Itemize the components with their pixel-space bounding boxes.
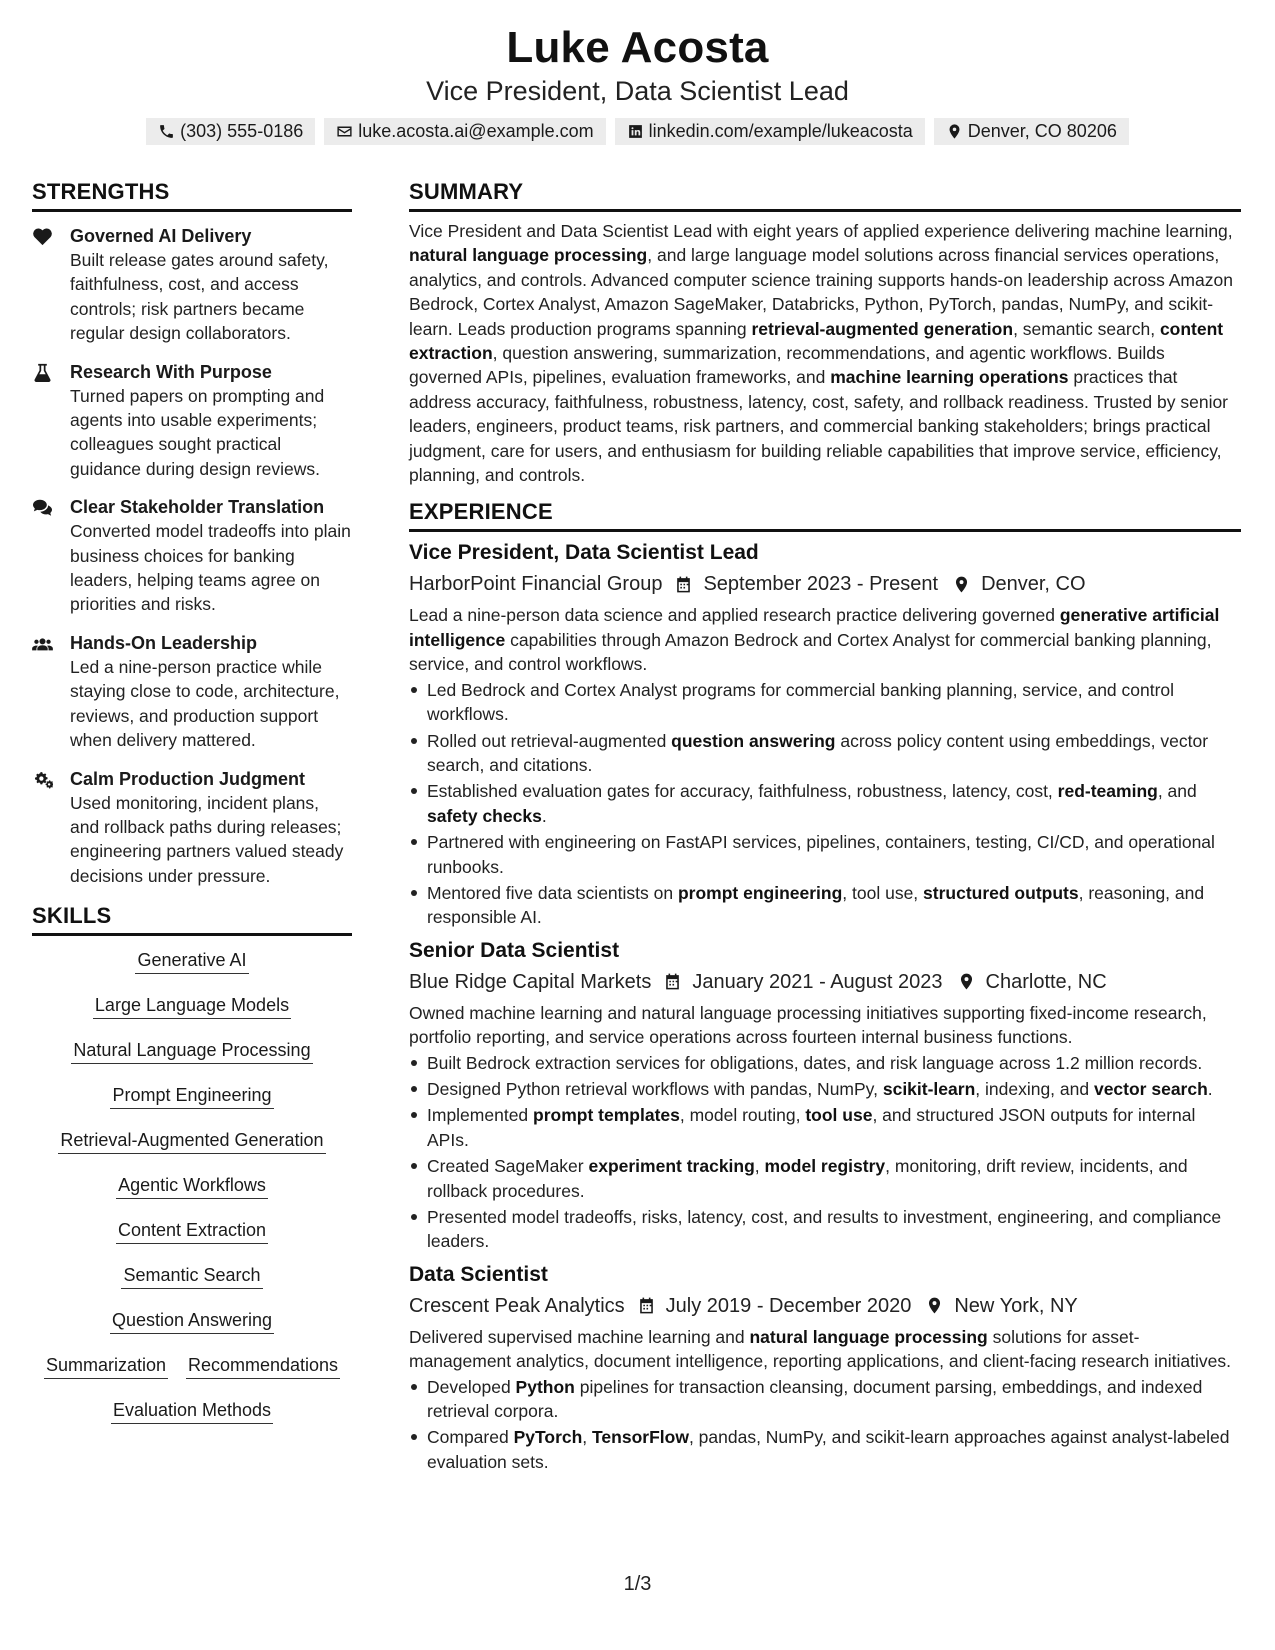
skills-list	[32, 948, 352, 1424]
job-description: Lead a nine-person data science and applied research practice delivering governed generative artificial intelligence capabilities through Amazon Bedrock and Cortex Analyst for commercial banking planning, service, and control workflows.	[409, 605, 1220, 675]
strengths-heading: STRENGTHS	[32, 178, 352, 212]
contact-email[interactable]	[324, 118, 605, 145]
map-pin-icon	[957, 972, 976, 991]
strength-desc: Led a nine-person practice while staying close to code, architecture, reviews, and production support when delivery mattered.	[70, 656, 340, 751]
left-column	[32, 178, 352, 1424]
skill-tag: Agentic Workflows	[116, 1173, 268, 1199]
bold-keyword: Python	[515, 1376, 575, 1397]
job-entry	[409, 1261, 1241, 1474]
bold-keyword: question answering	[671, 730, 836, 751]
job-dates: January 2021 - August 2023	[692, 970, 943, 993]
bullet-item: Established evaluation gates for accuracy, faithfulness, robustness, latency, cost, red-teaming, and safety checks.	[409, 779, 1241, 828]
bold-keyword: natural language processing	[409, 245, 648, 266]
strength-desc: Converted model tradeoffs into plain business choices for banking leaders, helping teams agree on priorities and risks.	[70, 521, 351, 615]
linkedin-icon	[627, 123, 644, 140]
job-description: Owned machine learning and natural language processing initiatives supporting fixed-income research, portfolio reporting, and service operations across fourteen internal business functions.	[409, 1002, 1207, 1048]
job-role: Data Scientist	[409, 1262, 548, 1286]
job-meta	[409, 569, 1241, 599]
job-bullets	[409, 1051, 1241, 1254]
skill-tag: Prompt Engineering	[110, 1083, 273, 1109]
bullet-item: Mentored five data scientists on prompt engineering, tool use, structured outputs, reasoning, and responsible AI.	[409, 881, 1241, 930]
skill-tag: Evaluation Methods	[111, 1398, 273, 1424]
comments-icon	[32, 498, 53, 517]
bullet-item: Compared PyTorch, TensorFlow, pandas, NumPy, and scikit-learn approaches against analyst-labeled evaluation sets.	[409, 1425, 1241, 1474]
candidate-title: Vice President, Data Scientist Lead	[426, 76, 849, 106]
bullet-item: Developed Python pipelines for transaction cleansing, document parsing, embeddings, and indexed retrieval corpora.	[409, 1375, 1241, 1424]
job-location: Denver, CO	[981, 573, 1086, 596]
bold-keyword: generative artificial intelligence	[409, 605, 1220, 650]
bold-keyword: safety checks	[427, 805, 542, 826]
bold-keyword: model registry	[764, 1156, 886, 1177]
job-dates: September 2023 - Present	[703, 573, 939, 596]
bold-keyword: experiment tracking	[588, 1156, 755, 1177]
bullet-item: Built Bedrock extraction services for obligations, dates, and risk language across 1.2 million records.	[409, 1051, 1241, 1075]
contact-location-text: Denver, CO 80206	[967, 121, 1117, 141]
cogs-icon	[32, 770, 53, 789]
contact-email-text[interactable]: luke.acosta.ai@example.com	[358, 121, 594, 141]
skill-tag: Semantic Search	[121, 1263, 262, 1289]
experience-heading: EXPERIENCE	[409, 498, 1241, 532]
skills-heading: SKILLS	[32, 902, 352, 936]
bold-keyword: content extraction	[409, 318, 1224, 364]
job-role: Senior Data Scientist	[409, 938, 620, 962]
calendar-icon	[663, 972, 682, 991]
strength-title: Research With Purpose	[70, 361, 272, 382]
bold-keyword: vector search	[1093, 1078, 1208, 1099]
skill-tag: Retrieval-Augmented Generation	[58, 1128, 325, 1154]
bullet-item: Created SageMaker experiment tracking, model registry, monitoring, drift review, incidents, and rollback procedures.	[409, 1154, 1241, 1203]
resume-header	[0, 0, 1275, 145]
strength-title: Calm Production Judgment	[70, 768, 306, 789]
contact-location	[934, 118, 1129, 145]
bullet-item: Partnered with engineering on FastAPI services, pipelines, containers, testing, CI/CD, and operational runbooks.	[409, 830, 1241, 879]
strength-item	[32, 224, 352, 346]
bullet-item: Implemented prompt templates, model routing, tool use, and structured JSON outputs for internal APIs.	[409, 1103, 1241, 1152]
skill-tag: Generative AI	[135, 948, 248, 974]
bold-keyword: prompt engineering	[677, 882, 843, 903]
phone-icon	[158, 123, 175, 140]
bold-keyword: tool use	[805, 1105, 873, 1126]
skill-tag: Content Extraction	[116, 1218, 268, 1244]
job-entry	[409, 539, 1241, 929]
bullet-item: Led Bedrock and Cortex Analyst programs for commercial banking planning, service, and control workflows.	[409, 678, 1241, 727]
job-location: New York, NY	[954, 1294, 1078, 1317]
bold-keyword: prompt templates	[533, 1105, 680, 1126]
summary-heading: SUMMARY	[409, 178, 1241, 212]
strength-item	[32, 360, 352, 482]
job-role: Vice President, Data Scientist Lead	[409, 541, 759, 565]
candidate-name: Luke Acosta	[506, 23, 769, 72]
job-company: HarborPoint Financial Group	[409, 573, 663, 596]
strength-title: Governed AI Delivery	[70, 226, 252, 246]
bold-keyword: natural language processing	[749, 1326, 988, 1347]
contact-linkedin-text[interactable]: linkedin.com/example/lukeacosta	[648, 121, 913, 141]
strengths-list	[32, 224, 352, 888]
contact-phone	[146, 118, 315, 145]
bullet-item: Designed Python retrieval workflows with pandas, NumPy, scikit-learn, indexing, and vector search.	[409, 1077, 1241, 1101]
right-column	[409, 178, 1241, 1476]
strength-desc: Used monitoring, incident plans, and rollback paths during releases; engineering partners valued steady decisions under pressure.	[70, 792, 344, 886]
bullet-item: Rolled out retrieval-augmented question answering across policy content using embeddings, vector search, and citations.	[409, 729, 1241, 778]
job-location: Charlotte, NC	[985, 970, 1107, 993]
bold-keyword: PyTorch	[513, 1427, 583, 1448]
bold-keyword: scikit-learn	[882, 1078, 976, 1099]
users-icon	[32, 634, 53, 653]
bullet-item: Presented model tradeoffs, risks, latency, cost, and results to investment, engineering, and compliance leaders.	[409, 1205, 1241, 1254]
strength-title: Hands-On Leadership	[70, 632, 258, 653]
calendar-icon	[674, 575, 693, 594]
skill-tag: Natural Language Processing	[71, 1038, 312, 1064]
bold-keyword: retrieval-augmented generation	[751, 318, 1014, 339]
page-number: 1/3	[623, 1573, 652, 1595]
skill-tag: Large Language Models	[93, 993, 291, 1019]
strength-title: Clear Stakeholder Translation	[70, 497, 325, 518]
calendar-icon	[637, 1296, 656, 1315]
strength-desc: Built release gates around safety, faithfulness, cost, and access controls; risk partners became regular design collaborators.	[70, 250, 329, 344]
job-bullets	[409, 678, 1241, 930]
envelope-icon	[336, 123, 353, 140]
job-company: Blue Ridge Capital Markets	[409, 970, 652, 993]
map-pin-icon	[946, 123, 963, 140]
job-meta	[409, 967, 1241, 997]
bold-keyword: machine learning operations	[830, 367, 1069, 388]
strength-item	[32, 631, 352, 753]
job-company: Crescent Peak Analytics	[409, 1294, 625, 1317]
strength-desc: Turned papers on prompting and agents into usable experiments; colleagues sought practical guidance during design reviews.	[70, 385, 325, 479]
bold-keyword: structured outputs	[923, 882, 1079, 903]
job-description: Delivered supervised machine learning and natural language processing solutions for asset-management analytics, document intelligence, reporting applications, and client-facing research initiatives.	[409, 1326, 1231, 1372]
strength-item	[32, 767, 352, 889]
summary-text: Vice President and Data Scientist Lead with eight years of applied experience delivering machine learning, natural language processing, and large language model solutions across financial services operations, analytics, and controls. Advanced computer science training supports hands-on leadership across Amazon Bedrock, Cortex Analyst, Amazon SageMaker, Databricks, Python, PyTorch, pandas, NumPy, and scikit-learn. Leads production programs spanning retrieval-augmented generation, semantic search, content extraction, question answering, summarization, recommendations, and agentic workflows. Builds governed APIs, pipelines, evaluation frameworks, and machine learning operations practices that address accuracy, faithfulness, robustness, latency, cost, safety, and rollback readiness. Trusted by senior leaders, engineers, product teams, risk partners, and commercial banking stakeholders; brings practical judgment, care for users, and enthusiasm for building reliable capabilities that improve service, efficiency, planning, and controls.	[409, 221, 1233, 486]
contact-bar	[0, 118, 1275, 145]
job-meta	[409, 1291, 1241, 1321]
map-pin-icon	[952, 575, 971, 594]
job-entry	[409, 937, 1241, 1254]
skill-tag: Recommendations	[186, 1353, 340, 1379]
skill-tag: Question Answering	[110, 1308, 274, 1334]
job-bullets	[409, 1375, 1241, 1475]
bold-keyword: red-teaming	[1057, 781, 1158, 802]
flask-icon	[32, 363, 53, 382]
contact-phone-text: (303) 555-0186	[180, 121, 304, 141]
job-dates: July 2019 - December 2020	[665, 1294, 912, 1317]
bold-keyword: TensorFlow	[592, 1427, 689, 1448]
heart-icon	[32, 227, 53, 246]
map-pin-icon	[925, 1296, 944, 1315]
contact-linkedin[interactable]	[615, 118, 925, 145]
strength-item	[32, 495, 352, 617]
skill-tag: Summarization	[44, 1353, 168, 1379]
